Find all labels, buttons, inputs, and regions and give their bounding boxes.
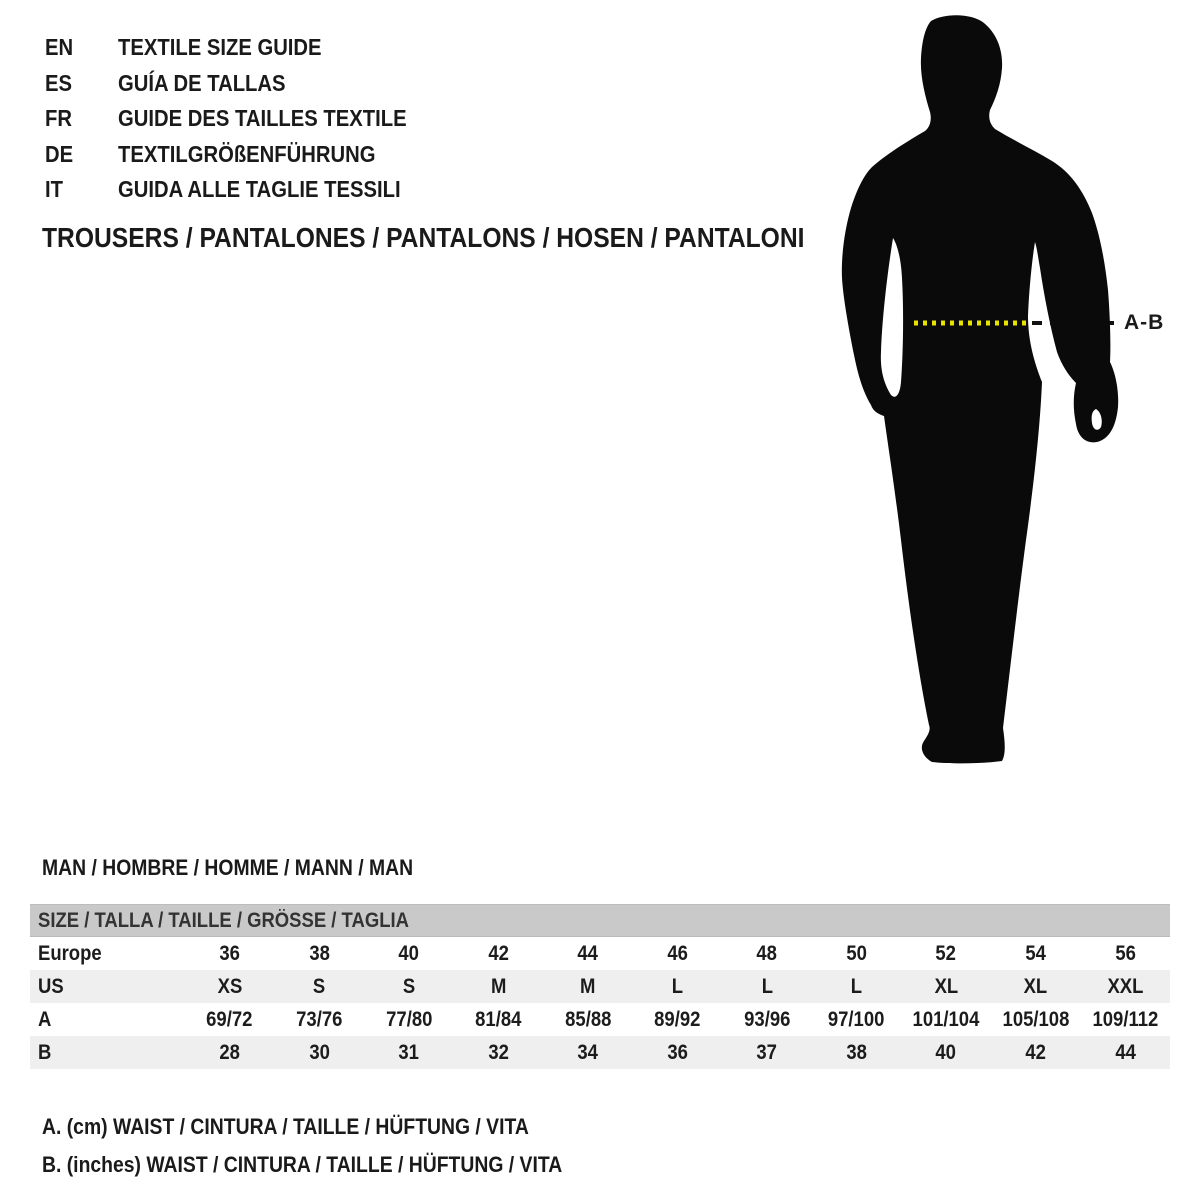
- measure-label: A-B: [1124, 311, 1165, 334]
- language-row: [45, 137, 446, 173]
- table-cell: 105/108: [1002, 1007, 1070, 1031]
- language-code: FR: [45, 105, 72, 132]
- language-list: [45, 30, 446, 208]
- table-cell: 89/92: [654, 1007, 701, 1031]
- table-row: [30, 970, 1170, 1003]
- table-cell: 54: [1025, 941, 1046, 965]
- table-cell: XXL: [1107, 974, 1144, 998]
- table-cell: 44: [1114, 1040, 1136, 1064]
- note-cm-text: A. (cm) WAIST / CINTURA / TAILLE / HÜFTUNG / VITA: [42, 1114, 529, 1139]
- note-inches-text: B. (inches) WAIST / CINTURA / TAILLE / HÜFTUNG / VITA: [42, 1152, 563, 1177]
- table-cell: 36: [667, 1040, 688, 1064]
- language-title: GUIDE DES TAILLES TEXTILE: [118, 105, 407, 132]
- table-cell: 50: [846, 941, 867, 965]
- language-row: [45, 66, 446, 102]
- note-cm: [42, 1108, 633, 1146]
- size-table-header-text: SIZE / TALLA / TAILLE / GRÖSSE / TAGLIA: [38, 908, 409, 932]
- row-label: US: [38, 974, 64, 998]
- size-table: [30, 904, 1170, 1069]
- table-cell: 109/112: [1092, 1007, 1159, 1031]
- table-cell: 44: [577, 941, 599, 965]
- row-label: A: [38, 1007, 52, 1031]
- table-cell: 40: [935, 1040, 957, 1064]
- table-cell: 46: [667, 941, 688, 965]
- table-row: [30, 937, 1170, 970]
- table-cell: 56: [1114, 941, 1136, 965]
- table-cell: S: [313, 974, 326, 998]
- table-row: [30, 1003, 1170, 1036]
- table-cell: XL: [934, 974, 958, 998]
- table-cell: 34: [577, 1040, 599, 1064]
- language-row: [45, 30, 446, 66]
- language-title: TEXTILE SIZE GUIDE: [118, 34, 322, 61]
- table-cell: M: [490, 974, 507, 998]
- measure-notes: [42, 1108, 633, 1184]
- table-cell: 101/104: [912, 1007, 980, 1031]
- size-table-body: [30, 937, 1170, 1069]
- table-cell: 93/96: [743, 1007, 791, 1031]
- table-cell: 81/84: [475, 1007, 522, 1031]
- table-cell: 30: [309, 1040, 330, 1064]
- section-heading: [42, 855, 464, 881]
- language-title: TEXTILGRÖßENFÜHRUNG: [118, 140, 376, 167]
- table-cell: XL: [1023, 974, 1048, 998]
- table-cell: L: [671, 974, 684, 998]
- table-row: [30, 1036, 1170, 1069]
- row-label: Europe: [38, 941, 102, 965]
- language-code: EN: [45, 34, 74, 61]
- table-cell: S: [402, 974, 416, 998]
- category-heading-text: TROUSERS / PANTALONES / PANTALONS / HOSEN / PANTALONI: [42, 222, 805, 253]
- language-title: GUIDA ALLE TAGLIE TESSILI: [118, 176, 401, 203]
- table-cell: L: [761, 974, 773, 998]
- table-cell: M: [580, 974, 596, 998]
- note-inches: [42, 1146, 633, 1184]
- table-cell: XS: [217, 974, 243, 998]
- table-cell: 48: [756, 941, 778, 965]
- table-cell: 42: [488, 941, 509, 965]
- language-row: [45, 172, 446, 208]
- table-cell: 38: [846, 1040, 867, 1064]
- language-title: GUÍA DE TALLAS: [118, 69, 286, 96]
- language-code: IT: [45, 176, 63, 203]
- table-cell: 97/100: [828, 1007, 885, 1031]
- table-cell: 73/76: [296, 1007, 343, 1031]
- table-cell: L: [850, 974, 863, 998]
- table-cell: 31: [398, 1040, 420, 1064]
- table-cell: 85/88: [564, 1007, 612, 1031]
- table-cell: 38: [309, 941, 330, 965]
- table-cell: 52: [935, 941, 957, 965]
- category-heading: [42, 222, 908, 254]
- section-heading-text: MAN / HOMBRE / HOMME / MANN / MAN: [42, 855, 414, 880]
- table-cell: 69/72: [206, 1007, 253, 1031]
- row-label: B: [38, 1040, 52, 1064]
- table-cell: 42: [1025, 1040, 1046, 1064]
- language-code: DE: [45, 140, 74, 167]
- language-row: [45, 101, 446, 137]
- table-cell: 77/80: [385, 1007, 432, 1031]
- table-cell: 37: [756, 1040, 778, 1064]
- table-cell: 36: [219, 941, 241, 965]
- table-cell: 32: [488, 1040, 509, 1064]
- table-cell: 40: [398, 941, 420, 965]
- man-silhouette: [842, 15, 1118, 763]
- size-table-header: [30, 904, 1170, 937]
- language-code: ES: [45, 69, 73, 96]
- table-cell: 28: [219, 1040, 241, 1064]
